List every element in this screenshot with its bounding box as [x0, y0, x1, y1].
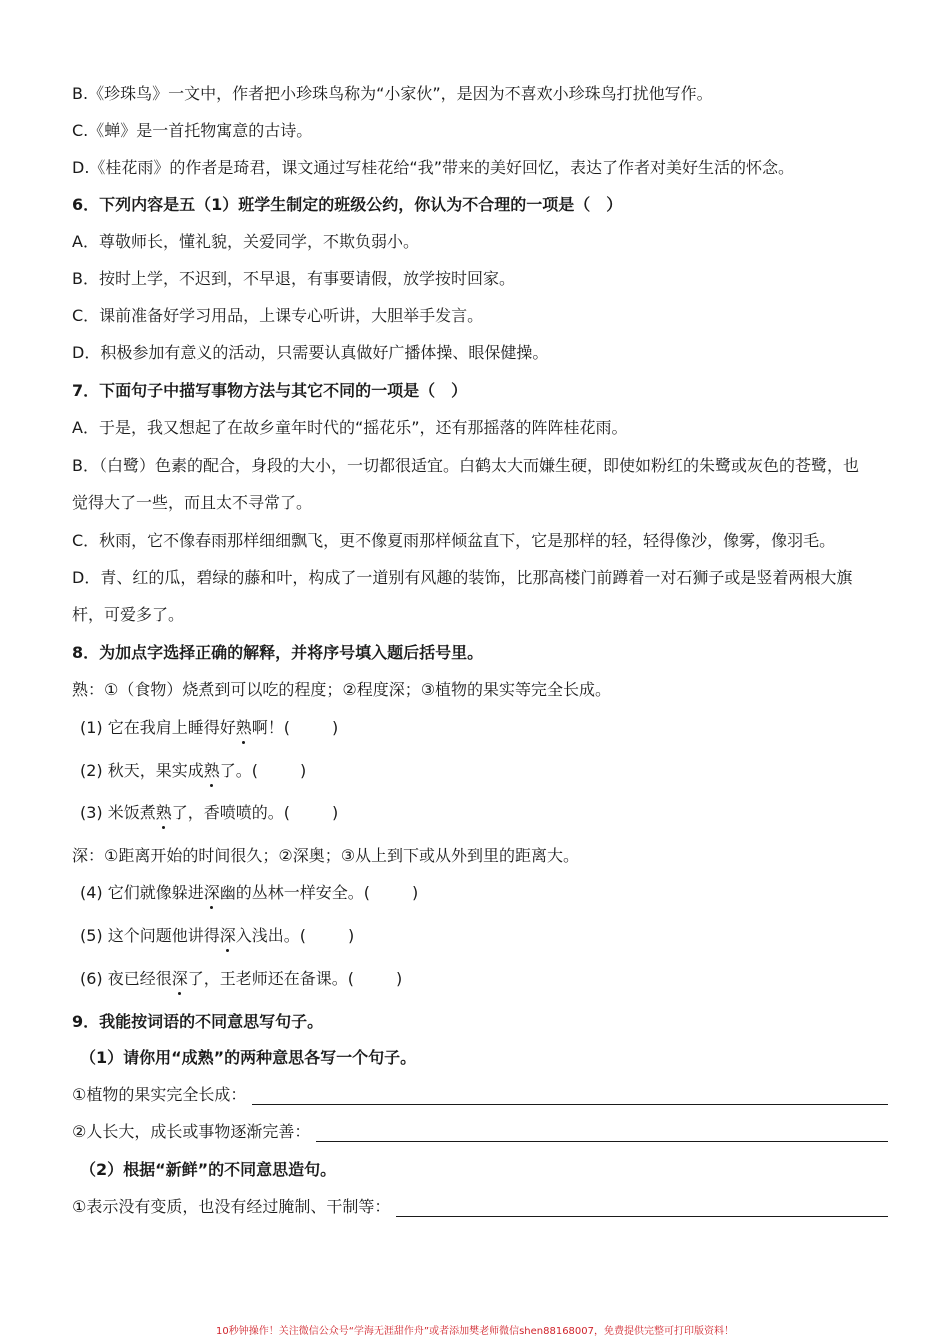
q8-item-2: (2) 秋天，果实成熟了。( ) [80, 761, 307, 780]
q9-title: 9．我能按词语的不同意思写句子。 [72, 1012, 324, 1031]
q9-line2-label: ②人长大，成长或事物逐渐完善： [72, 1122, 311, 1141]
q6-option-b: B．按时上学，不迟到，不早退，有事要请假，放学按时回家。 [72, 269, 515, 288]
q7-option-c: C．秋雨，它不像春雨那样细细飘飞，更不像夏雨那样倾盆直下，它是那样的轻，轻得像沙，像雾，像羽毛。 [72, 531, 836, 550]
answer-line[interactable] [316, 1125, 888, 1142]
q8-shen-definition: 深：①距离开始的时间很久；②深奥；③从上到下或从外到里的距离大。 [72, 846, 580, 865]
q7-title: 7．下面句子中描写事物方法与其它不同的一项是（ ） [72, 381, 468, 400]
q8-item-5: (5) 这个问题他讲得深入浅出。( ) [80, 926, 355, 945]
dotted-char: 熟 [203, 761, 220, 780]
q9-answer-row-1 [72, 1085, 888, 1105]
dotted-char: 深 [171, 969, 188, 988]
q7-option-b-line1: B．（白鹭）色素的配合，身段的大小，一切都很适宜。白鹤太大而嫌生硬，即使如粉红的朱鹭或灰色的苍鹭，也 [72, 456, 859, 475]
q8-item-4: (4) 它们就像躲进深幽的丛林一样安全。( ) [80, 883, 419, 902]
q9-answer-row-3 [72, 1197, 888, 1217]
q8-item-1: (1) 它在我肩上睡得好熟啊！( ) [80, 718, 339, 737]
q8-shu-definition: 熟：①（食物）烧煮到可以吃的程度；②程度深；③植物的果实等完全长成。 [72, 680, 612, 699]
q8-item-3: (3) 米饭煮熟了，香喷喷的。( ) [80, 803, 339, 822]
q6-option-c: C．课前准备好学习用品，上课专心听讲，大胆举手发言。 [72, 306, 484, 325]
answer-line[interactable] [396, 1200, 888, 1217]
q6-option-d: D．积极参加有意义的活动，只需要认真做好广播体操、眼保健操。 [72, 343, 549, 362]
q8-item-6: (6) 夜已经很深了，王老师还在备课。( ) [80, 969, 403, 988]
q7-option-d-line1: D．青、红的瓜，碧绿的藤和叶，构成了一道别有风趣的装饰，比那高楼门前蹲着一对石狮子或是竖着两根大旗 [72, 568, 853, 587]
dotted-char: 熟 [155, 803, 172, 822]
q5-option-d: D.《桂花雨》的作者是琦君，课文通过写桂花给“我”带来的美好回忆，表达了作者对美好生活的怀念。 [72, 158, 794, 177]
q7-option-d-line2: 杆，可爱多了。 [72, 605, 185, 624]
q6-option-a: A．尊敬师长，懂礼貌，关爱同学，不欺负弱小。 [72, 232, 419, 251]
q5-option-b: B.《珍珠鸟》一文中，作者把小珍珠鸟称为“小家伙”，是因为不喜欢小珍珠鸟打扰他写作。 [72, 84, 713, 103]
dotted-char: 深 [219, 926, 236, 945]
q8-title: 8．为加点字选择正确的解释，并将序号填入题后括号里。 [72, 643, 484, 662]
q9-line3-label: ①表示没有变质，也没有经过腌制、干制等： [72, 1197, 391, 1216]
dotted-char: 熟 [235, 718, 252, 737]
footer-promo: 10秒钟操作！关注微信公众号“学海无涯甜作舟”或者添加樊老师微信shen88168007，免费提供完整可打印版资料！ [215, 1326, 735, 1337]
q9-answer-row-2 [72, 1122, 888, 1142]
dotted-char: 深 [203, 883, 220, 902]
answer-line[interactable] [252, 1088, 888, 1105]
q7-option-a: A．于是，我又想起了在故乡童年时代的“摇花乐”，还有那摇落的阵阵桂花雨。 [72, 418, 628, 437]
q9-sub2: （2）根据“新鲜”的不同意思造句。 [80, 1160, 337, 1179]
q7-option-b-line2: 觉得大了一些，而且太不寻常了。 [72, 493, 313, 512]
q9-sub1: （1）请你用“成熟”的两种意思各写一个句子。 [80, 1048, 417, 1067]
q5-option-c: C.《蝉》是一首托物寓意的古诗。 [72, 121, 313, 140]
q6-title: 6．下列内容是五（1）班学生制定的班级公约，你认为不合理的一项是（ ） [72, 195, 623, 214]
q9-line1-label: ①植物的果实完全长成： [72, 1085, 247, 1104]
